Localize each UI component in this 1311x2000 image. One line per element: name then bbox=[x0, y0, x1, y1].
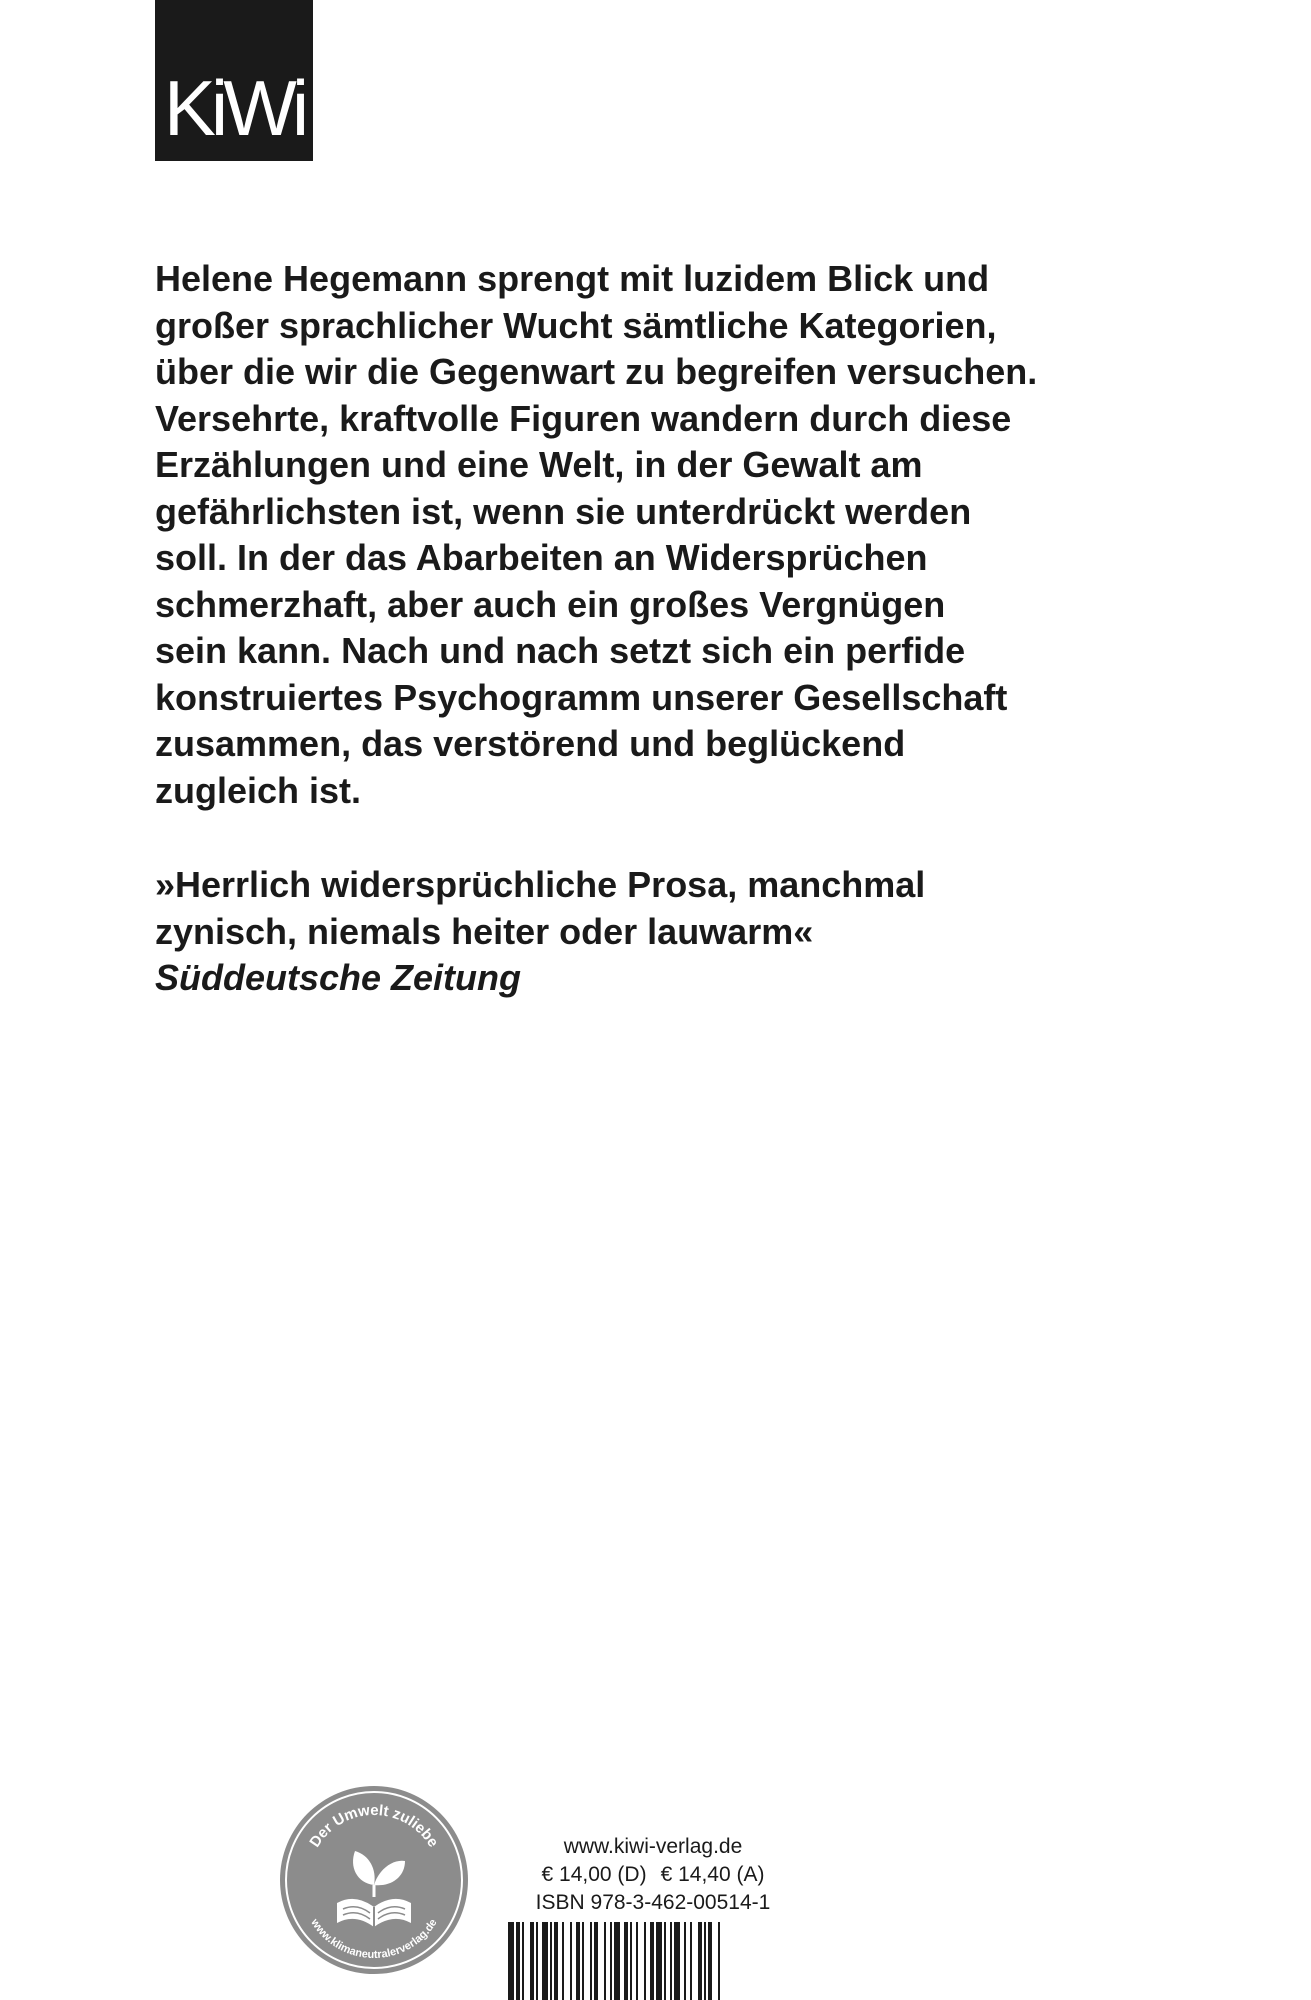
barcode-bar bbox=[624, 1922, 628, 2000]
blurb-line: soll. In der das Abarbeiten an Widersprüchen bbox=[155, 537, 928, 578]
barcode-bar bbox=[516, 1922, 520, 2000]
barcode-bar bbox=[670, 1922, 672, 2000]
barcode-bar bbox=[530, 1922, 534, 2000]
blurb-line: großer sprachlicher Wucht sämtliche Kategorien, bbox=[155, 304, 997, 346]
barcode-bar bbox=[698, 1922, 702, 2000]
barcode-bar bbox=[690, 1922, 692, 2000]
blurb-line: Erzählungen und eine Welt, in der Gewalt am bbox=[155, 444, 923, 485]
blurb-line: Helene Hegemann sprengt mit luzidem Blick und bbox=[155, 258, 990, 299]
barcode-bar bbox=[562, 1922, 564, 2000]
barcode-bar bbox=[644, 1922, 646, 2000]
barcode-bar bbox=[582, 1922, 584, 2000]
barcode-bar bbox=[576, 1922, 580, 2000]
barcode-bar bbox=[570, 1922, 572, 2000]
barcode-bar bbox=[550, 1922, 552, 2000]
price-austria: € 14,40 (A) bbox=[660, 1863, 765, 1886]
price-row bbox=[508, 1861, 798, 1889]
barcode-bar bbox=[708, 1922, 712, 2000]
blurb-line: über die wir die Gegenwart zu begreifen versuchen. bbox=[155, 351, 1038, 392]
blurb-line: schmerzhaft, aber auch ein großes Vergnügen bbox=[155, 583, 946, 625]
barcode-bar bbox=[594, 1922, 598, 2000]
barcode-bar bbox=[656, 1922, 662, 2000]
publisher-website: www.kiwi-verlag.de bbox=[563, 1835, 743, 1858]
blurb-line: zusammen, das verstörend und beglückend bbox=[155, 723, 906, 764]
press-quote bbox=[155, 862, 1115, 1002]
barcode-bar bbox=[674, 1922, 680, 2000]
barcode-bar bbox=[542, 1922, 548, 2000]
publisher-logo-text: KiWi bbox=[163, 64, 305, 152]
climate-neutral-seal bbox=[279, 1785, 469, 1975]
barcode-bar bbox=[636, 1922, 638, 2000]
barcode-bar bbox=[536, 1922, 538, 2000]
blurb-line: Versehrte, kraftvolle Figuren wandern durch diese bbox=[155, 397, 1012, 439]
blurb-line: gefährlichsten ist, wenn sie unterdrückt werden bbox=[155, 490, 972, 532]
price-info-block bbox=[508, 1833, 798, 1917]
barcode-bar bbox=[554, 1922, 558, 2000]
seal-top-text: Der Umwelt zuliebe bbox=[306, 1801, 442, 1851]
seal-bottom-text: www.klimaneutralerverlag.de bbox=[308, 1916, 440, 1962]
barcode-bar bbox=[704, 1922, 706, 2000]
barcode-bar bbox=[508, 1922, 514, 2000]
barcode-bar bbox=[684, 1922, 686, 2000]
barcode-bar bbox=[630, 1922, 632, 2000]
quote-source: Süddeutsche Zeitung bbox=[155, 957, 522, 998]
blurb-text bbox=[155, 256, 1115, 814]
quote-line: zynisch, niemals heiter oder lauwarm« bbox=[155, 910, 814, 952]
barcode-bar bbox=[650, 1922, 654, 2000]
barcode-bar bbox=[614, 1922, 620, 2000]
barcode-bar bbox=[718, 1922, 720, 2000]
quote-line: »Herrlich widersprüchliche Prosa, manchmal bbox=[155, 864, 926, 905]
barcode-bar bbox=[664, 1922, 666, 2000]
barcode-bar bbox=[610, 1922, 612, 2000]
price-germany: € 14,00 (D) bbox=[541, 1863, 647, 1886]
blurb-line: konstruiertes Psychogramm unserer Gesellschaft bbox=[155, 676, 1008, 718]
barcode-bar bbox=[522, 1922, 524, 2000]
blurb-line: zugleich ist. bbox=[155, 769, 362, 811]
barcode-bar bbox=[590, 1922, 592, 2000]
barcode-bar bbox=[604, 1922, 606, 2000]
blurb-line: sein kann. Nach und nach setzt sich ein perfide bbox=[155, 630, 966, 671]
isbn: ISBN 978-3-462-00514-1 bbox=[535, 1891, 771, 1914]
isbn-barcode bbox=[508, 1922, 792, 2000]
publisher-logo bbox=[155, 0, 313, 161]
